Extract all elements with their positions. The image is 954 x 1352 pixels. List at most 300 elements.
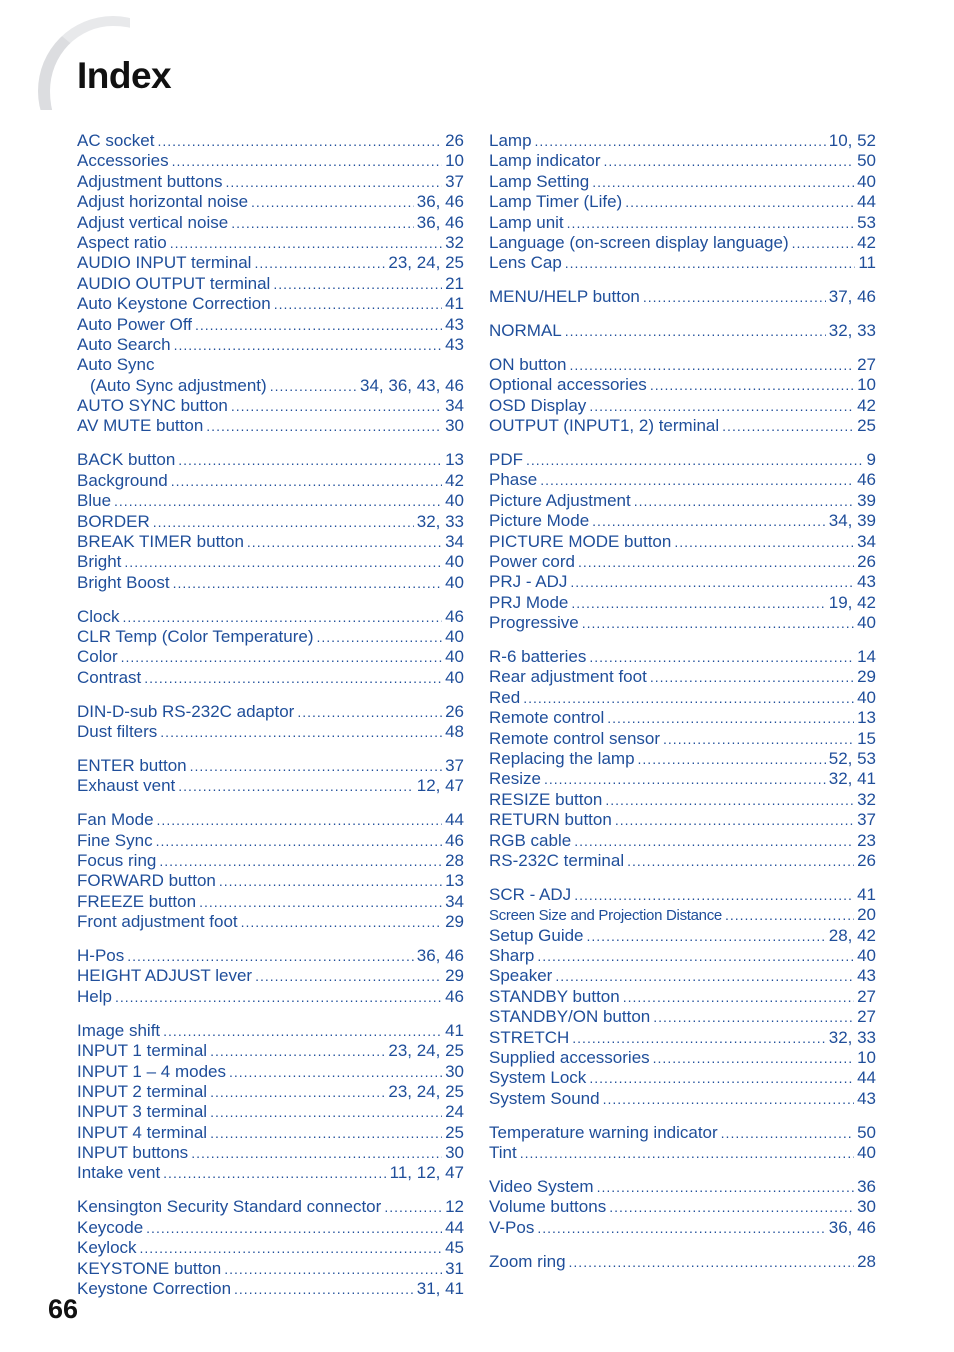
index-entry[interactable] [489, 885, 876, 905]
index-entry[interactable] [77, 1238, 464, 1258]
index-page-numbers: 14 [857, 647, 876, 667]
index-page-numbers: 23, 24, 25 [388, 1081, 464, 1101]
index-entry[interactable] [77, 573, 464, 593]
index-entry[interactable] [77, 335, 464, 355]
index-page-numbers: 37 [445, 755, 464, 775]
index-page-numbers: 12 [445, 1197, 464, 1217]
index-term: RESIZE button [489, 789, 603, 809]
index-entry[interactable] [77, 491, 464, 511]
index-term: Red [489, 687, 521, 707]
index-column-left [77, 131, 464, 1299]
group-spacer [77, 593, 464, 607]
index-entry[interactable] [489, 749, 876, 769]
index-entry[interactable] [489, 491, 876, 511]
page-number: 66 [48, 1294, 79, 1324]
index-entry[interactable] [489, 532, 876, 552]
index-entry[interactable] [489, 1028, 876, 1048]
index-page-numbers: 40 [857, 171, 876, 191]
index-term: BORDER [77, 511, 150, 531]
index-entry[interactable] [77, 1218, 464, 1238]
dot-leader [247, 532, 442, 552]
index-page-numbers: 32, 33 [828, 321, 876, 341]
index-term: Focus ring [77, 851, 157, 870]
dot-leader [251, 192, 414, 212]
dot-leader [520, 1143, 854, 1163]
index-page-numbers: 12, 47 [416, 776, 464, 796]
index-term: PICTURE MODE button [489, 531, 672, 551]
index-term: Tint [489, 1143, 517, 1163]
index-term: Supplied accessories [489, 1048, 650, 1068]
index-term: Background [77, 470, 168, 490]
index-term: Adjustment buttons [77, 171, 223, 191]
index-entry[interactable] [77, 987, 464, 1007]
index-entry[interactable] [77, 946, 464, 966]
index-entry[interactable] [77, 192, 464, 212]
index-entry[interactable] [489, 172, 876, 192]
index-term: R-6 batteries [489, 647, 587, 667]
dot-leader [725, 905, 854, 925]
index-term: Contrast [77, 667, 142, 687]
index-entry[interactable] [489, 287, 876, 307]
dot-leader [172, 151, 442, 171]
index-entry[interactable] [489, 769, 876, 789]
index-page-numbers: 26 [445, 131, 464, 150]
dot-leader [171, 471, 442, 491]
index-term: Lamp Timer (Life) [489, 192, 623, 212]
index-page-numbers: 29 [445, 966, 464, 986]
index-entry[interactable] [489, 1007, 876, 1027]
index-term: Power cord [489, 552, 575, 572]
index-term: Auto Power Off [77, 314, 192, 334]
index-entry[interactable] [77, 892, 464, 912]
index-entry[interactable] [77, 1021, 464, 1041]
index-term: Bright [77, 552, 122, 572]
dot-leader [634, 491, 854, 511]
index-page-numbers: 27 [857, 355, 876, 375]
index-entry[interactable] [77, 1062, 464, 1082]
index-entry[interactable] [489, 416, 876, 436]
group-spacer [489, 437, 876, 451]
index-term: Replacing the lamp [489, 749, 635, 769]
index-entry[interactable] [77, 776, 464, 796]
group-spacer [77, 1184, 464, 1198]
index-page-numbers: 44 [857, 1068, 876, 1088]
index-term: Lamp [489, 131, 532, 150]
index-term: Volume buttons [489, 1197, 607, 1217]
dot-leader [627, 851, 854, 871]
dot-leader [156, 831, 442, 851]
index-page-numbers: 40 [857, 1143, 876, 1163]
dot-leader [643, 287, 826, 307]
index-entry[interactable] [77, 912, 464, 932]
index-entry[interactable] [77, 396, 464, 416]
index-page-numbers: 40 [857, 613, 876, 633]
dot-leader [722, 416, 854, 436]
dot-leader [127, 946, 414, 966]
dot-leader [537, 946, 854, 966]
index-entry[interactable] [489, 790, 876, 810]
index-entry[interactable] [77, 1279, 464, 1299]
index-page-numbers: 9 [866, 450, 876, 470]
dot-leader [140, 1238, 443, 1258]
index-term: Optional accessories [489, 375, 647, 395]
dot-leader [254, 253, 385, 273]
dot-leader [605, 790, 854, 810]
dot-leader [274, 294, 442, 314]
index-term: AUDIO OUTPUT terminal [77, 273, 271, 293]
index-term: Lamp indicator [489, 151, 601, 171]
index-entry[interactable] [77, 376, 464, 396]
index-entry[interactable] [77, 607, 464, 627]
index-term: Sharp [489, 946, 535, 966]
index-entry[interactable] [77, 355, 464, 375]
index-page-numbers: 25 [445, 1122, 464, 1142]
index-entry[interactable] [77, 532, 464, 552]
index-term: KEYSTONE button [77, 1258, 222, 1278]
index-term: Intake vent [77, 1163, 161, 1183]
index-entry[interactable] [489, 192, 876, 212]
index-term: OUTPUT (INPUT1, 2) terminal [489, 416, 720, 436]
index-entry[interactable] [77, 471, 464, 491]
index-page-numbers: 15 [857, 728, 876, 748]
dot-leader [124, 552, 442, 572]
index-page-numbers: 21 [445, 273, 464, 293]
index-term: Blue [77, 491, 112, 511]
dot-leader [574, 885, 854, 905]
index-page-numbers: 28, 42 [828, 925, 876, 945]
index-term: INPUT 2 terminal [77, 1081, 208, 1101]
index-term: Adjust horizontal noise [77, 192, 249, 212]
dot-leader [199, 892, 442, 912]
dot-leader [625, 192, 854, 212]
dot-leader [210, 1123, 442, 1143]
dot-leader [115, 987, 442, 1007]
index-entry[interactable] [489, 688, 876, 708]
index-entry[interactable] [77, 810, 464, 830]
index-entry[interactable] [77, 1197, 464, 1217]
dot-leader [144, 668, 442, 688]
index-page-numbers: 34 [445, 531, 464, 551]
index-page-numbers: 43 [857, 966, 876, 986]
index-entry[interactable] [489, 729, 876, 749]
index-term: Fan Mode [77, 810, 154, 830]
index-entry[interactable] [489, 810, 876, 830]
index-page-numbers: 48 [445, 722, 464, 742]
index-entry[interactable] [489, 375, 876, 395]
index-term: OSD Display [489, 395, 587, 415]
index-entry[interactable] [77, 668, 464, 688]
index-entry[interactable] [77, 1102, 464, 1122]
group-spacer [77, 1007, 464, 1021]
index-entry[interactable] [489, 613, 876, 633]
index-entry[interactable] [77, 722, 464, 742]
index-entry[interactable] [77, 1143, 464, 1163]
index-page-numbers: 13 [445, 871, 464, 891]
index-term: Auto Sync [77, 355, 155, 375]
index-page-numbers: 29 [445, 912, 464, 932]
group-spacer [489, 308, 876, 322]
dot-leader [721, 1123, 854, 1143]
index-page-numbers: 23 [857, 830, 876, 850]
index-term: Lamp Setting [489, 171, 590, 191]
index-entry[interactable] [489, 667, 876, 687]
index-entry[interactable] [489, 1068, 876, 1088]
index-page-numbers: 10, 52 [828, 131, 876, 150]
index-term: Auto Keystone Correction [77, 294, 271, 314]
index-term: HEIGHT ADJUST lever [77, 966, 253, 986]
dot-leader [570, 355, 855, 375]
index-entry[interactable] [489, 987, 876, 1007]
dot-leader [219, 871, 442, 891]
index-page-numbers: 13 [445, 450, 464, 470]
dot-leader [241, 912, 442, 932]
group-spacer [489, 1238, 876, 1252]
dot-leader [174, 335, 443, 355]
index-term: FREEZE button [77, 891, 197, 911]
dot-leader [570, 572, 854, 592]
index-entry[interactable] [77, 233, 464, 253]
index-entry[interactable] [489, 851, 876, 871]
index-entry[interactable] [489, 831, 876, 851]
index-entry[interactable] [489, 905, 876, 925]
dot-leader [535, 131, 826, 151]
index-entry[interactable] [77, 647, 464, 667]
index-page-numbers: 19, 42 [828, 592, 876, 612]
dot-leader [587, 926, 826, 946]
dot-leader [565, 321, 826, 341]
index-entry[interactable] [77, 627, 464, 647]
index-entry[interactable] [77, 966, 464, 986]
index-page-numbers: 31 [445, 1258, 464, 1278]
index-term: Remote control sensor [489, 728, 661, 748]
index-term: Progressive [489, 613, 579, 633]
dot-leader [170, 233, 442, 253]
dot-leader [544, 769, 826, 789]
group-spacer [77, 688, 464, 702]
dot-leader [607, 708, 854, 728]
index-entry[interactable] [489, 946, 876, 966]
index-entry[interactable] [489, 1143, 876, 1163]
dot-leader [231, 396, 442, 416]
dot-leader [121, 647, 442, 667]
index-term: BACK button [77, 450, 176, 470]
index-entry[interactable] [77, 274, 464, 294]
index-term: V-Pos [489, 1217, 535, 1237]
dot-leader [792, 233, 854, 253]
index-term: Speaker [489, 966, 553, 986]
dot-leader [609, 1197, 854, 1217]
index-page-numbers: 40 [445, 626, 464, 646]
index-term: (Auto Sync adjustment) [90, 375, 267, 395]
index-entry[interactable] [77, 1259, 464, 1279]
index-page-numbers: 53 [857, 212, 876, 232]
dot-leader [589, 1068, 854, 1088]
index-page-numbers: 27 [857, 986, 876, 1006]
index-term: Picture Mode [489, 511, 590, 531]
group-spacer [489, 1109, 876, 1123]
index-term: Remote control [489, 708, 605, 728]
dot-leader [650, 375, 854, 395]
index-entry[interactable] [77, 151, 464, 171]
index-page-numbers: 43 [857, 1088, 876, 1108]
index-term: Clock [77, 606, 120, 626]
index-entry[interactable] [77, 831, 464, 851]
index-entry[interactable] [77, 871, 464, 891]
index-entry[interactable] [489, 321, 876, 341]
index-page-numbers: 30 [445, 1061, 464, 1081]
index-entry[interactable] [489, 355, 876, 375]
index-page-numbers: 11, 12, 47 [389, 1163, 464, 1183]
group-spacer [489, 342, 876, 356]
index-term: INPUT 1 terminal [77, 1041, 208, 1061]
index-entry[interactable] [489, 1197, 876, 1217]
dot-leader [159, 851, 442, 871]
index-entry[interactable] [77, 131, 464, 151]
index-entry[interactable] [77, 1041, 464, 1061]
dot-leader [537, 1218, 825, 1238]
index-term: Screen Size and Projection Distance [489, 907, 722, 925]
index-page-numbers: 32, 41 [828, 769, 876, 789]
index-entry[interactable] [489, 511, 876, 531]
index-entry[interactable] [489, 1048, 876, 1068]
index-page-numbers: 40 [857, 946, 876, 966]
group-spacer [489, 634, 876, 648]
index-page-numbers: 36, 46 [828, 1217, 876, 1237]
index-entry[interactable] [77, 851, 464, 871]
index-page-numbers: 42 [857, 232, 876, 252]
index-term: PDF [489, 450, 523, 470]
index-entry[interactable] [489, 131, 876, 151]
index-term: AUTO SYNC button [77, 396, 228, 416]
group-spacer [77, 742, 464, 756]
index-entry[interactable] [489, 470, 876, 490]
index-term: ON button [489, 355, 567, 375]
index-page-numbers: 46 [445, 986, 464, 1006]
index-term: Setup Guide [489, 925, 584, 945]
index-entry[interactable] [77, 253, 464, 273]
dot-leader [255, 966, 442, 986]
index-term: INPUT 3 terminal [77, 1102, 208, 1122]
index-page-numbers: 32, 33 [416, 511, 464, 531]
index-entry[interactable] [77, 1123, 464, 1143]
index-entry[interactable] [489, 1123, 876, 1143]
index-entry[interactable] [77, 450, 464, 470]
index-term: H-Pos [77, 946, 125, 966]
index-term: Phase [489, 470, 538, 490]
page-title: Index [77, 55, 172, 96]
index-term: Keystone Correction [77, 1278, 232, 1298]
index-column-right [489, 131, 876, 1272]
dot-leader [540, 470, 854, 490]
index-term: Resize [489, 769, 541, 789]
index-page-numbers: 30 [857, 1197, 876, 1217]
index-page-numbers: 30 [445, 1143, 464, 1163]
index-page-numbers: 40 [445, 667, 464, 687]
index-term: Front adjustment foot [77, 912, 238, 932]
index-entry[interactable] [77, 294, 464, 314]
index-entry[interactable] [77, 756, 464, 776]
dot-leader [565, 253, 856, 273]
index-entry[interactable] [77, 315, 464, 335]
index-entry[interactable] [77, 416, 464, 436]
index-page-numbers: 40 [445, 552, 464, 572]
index-page-numbers: 41 [445, 294, 464, 314]
dot-leader [604, 151, 855, 171]
index-entry[interactable] [489, 396, 876, 416]
index-term: Picture Adjustment [489, 490, 631, 510]
index-entry[interactable] [489, 593, 876, 613]
index-entry[interactable] [489, 253, 876, 273]
dot-leader [574, 831, 854, 851]
index-entry[interactable] [489, 552, 876, 572]
index-page-numbers: 20 [857, 905, 876, 925]
index-entry[interactable] [489, 1218, 876, 1238]
dot-leader [603, 1089, 855, 1109]
index-term: Lamp unit [489, 212, 564, 232]
index-page-numbers: 37, 46 [828, 287, 876, 307]
index-entry[interactable] [77, 213, 464, 233]
index-entry[interactable] [489, 151, 876, 171]
index-term: CLR Temp (Color Temperature) [77, 626, 314, 646]
index-entry[interactable] [489, 1252, 876, 1272]
index-term: INPUT 4 terminal [77, 1122, 208, 1142]
index-page-numbers: 13 [857, 708, 876, 728]
index-entry[interactable] [77, 1163, 464, 1183]
index-entry[interactable] [77, 552, 464, 572]
dot-leader [569, 1252, 855, 1272]
index-page-numbers: 34 [445, 396, 464, 416]
index-entry[interactable] [489, 966, 876, 986]
index-entry[interactable] [489, 450, 876, 470]
index-page-numbers: 34, 36, 43, 46 [360, 375, 464, 395]
index-page-numbers: 41 [445, 1020, 464, 1040]
index-term: Keycode [77, 1217, 144, 1237]
dot-leader [123, 607, 443, 627]
index-page-numbers: 44 [445, 1217, 464, 1237]
group-spacer [489, 871, 876, 885]
dot-leader [160, 722, 442, 742]
dot-leader [582, 613, 854, 633]
index-term: DIN-D-sub RS-232C adaptor [77, 701, 295, 721]
dot-leader [578, 552, 854, 572]
index-page-numbers: 44 [445, 810, 464, 830]
index-entry[interactable] [77, 1082, 464, 1102]
dot-leader [224, 1259, 442, 1279]
index-term: RGB cable [489, 830, 572, 850]
index-entry[interactable] [489, 1089, 876, 1109]
dot-leader [229, 1062, 442, 1082]
index-page-numbers: 42 [857, 395, 876, 415]
index-entry[interactable] [77, 172, 464, 192]
index-entry[interactable] [489, 926, 876, 946]
index-page-numbers: 28 [857, 1251, 876, 1271]
dot-leader [153, 512, 414, 532]
index-term: AC socket [77, 131, 155, 150]
index-entry[interactable] [77, 702, 464, 722]
index-entry[interactable] [489, 1177, 876, 1197]
index-page-numbers: 36, 46 [416, 946, 464, 966]
dot-leader [273, 274, 442, 294]
index-entry[interactable] [489, 213, 876, 233]
index-term: Fine Sync [77, 830, 153, 850]
index-entry[interactable] [489, 233, 876, 253]
index-term: Auto Search [77, 334, 171, 354]
index-entry[interactable] [489, 708, 876, 728]
index-term: Aspect ratio [77, 232, 167, 252]
index-entry[interactable] [489, 647, 876, 667]
index-entry[interactable] [77, 512, 464, 532]
index-entry[interactable] [489, 572, 876, 592]
